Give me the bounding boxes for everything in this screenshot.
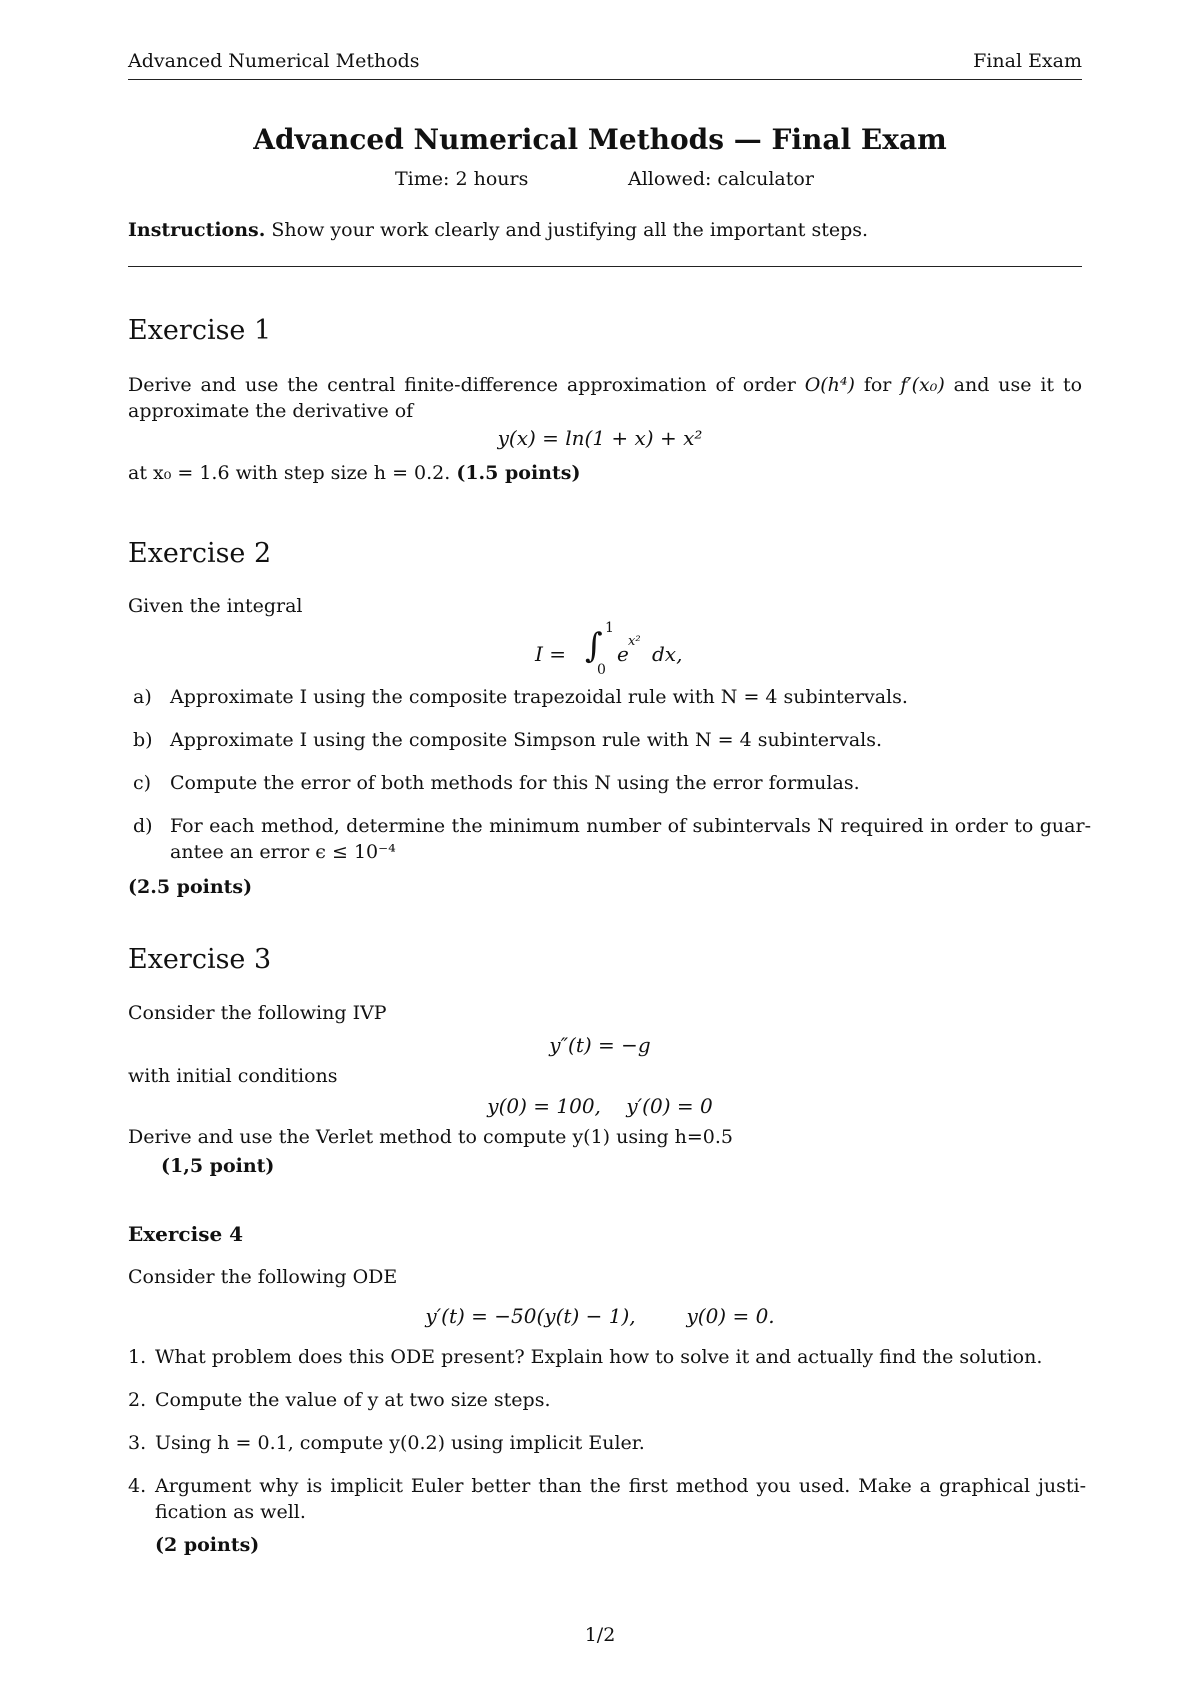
integral-lhs: I = [535,642,567,666]
running-header-left: Advanced Numerical Methods [128,50,420,72]
exercise-2-heading: Exercise 2 [128,538,272,569]
page-number: 1/2 [584,1624,616,1646]
integrand-exponent: x² [628,634,641,649]
exercise-4-heading: Exercise 4 [128,1222,244,1246]
section-rule [128,266,1082,267]
instructions-label: Instructions. [128,219,266,241]
integral-lower-limit: 0 [597,662,606,678]
exam-title: Advanced Numerical Methods — Final Exam [253,123,947,156]
list-item: 1. What problem does this ODE present? Explain how to solve it and actually find the solution. [128,1346,1043,1368]
exercise-3-conditions: y(0) = 100, y′(0) = 0 [487,1094,713,1118]
integral-upper-limit: 1 [605,620,614,636]
exercise-1-heading: Exercise 1 [128,315,272,346]
instructions-text: Show your work clearly and justifying all the important steps. [265,219,869,241]
integral-sign-icon: ∫ [585,626,603,666]
running-header-right: Final Exam [973,50,1082,72]
list-item: 2. Compute the value of y at two size steps. [128,1389,551,1411]
list-item: c) Compute the error of both methods for this N using the error formulas. [133,772,860,794]
exercise-1-points: (1.5 points) [456,462,581,484]
header-rule [128,79,1082,80]
exercise-4-points: (2 points) [155,1534,260,1556]
list-item: a) Approximate I using the composite trapezoidal rule with N = 4 subintervals. [133,686,908,708]
exercise-4-intro: Consider the following ODE [128,1266,398,1288]
order-term: O(h⁴) [804,374,855,396]
exercise-3-equation: y″(t) = −g [549,1033,651,1057]
exercise-1-equation: y(x) = ln(1 + x) + x² [497,426,703,450]
exercise-1-intro: Derive and use the central finite-difference approximation of order O(h⁴) for f′(x₀) and use it to [128,374,1083,396]
integrand: e [617,642,629,666]
derivative-term: f′(x₀) [900,374,945,396]
list-item: d) For each method, determine the minimum number of subintervals N required in order to guar- antee an error ϵ ≤ 10⁻⁴ [133,815,1091,863]
integral-dx: dx, [652,642,683,666]
list-item: b) Approximate I using the composite Simpson rule with N = 4 subintervals. [133,729,883,751]
exercise-3-conditions-intro: with initial conditions [128,1065,338,1087]
exercise-1-intro-line2: approximate the derivative of [128,400,414,422]
exercise-3-points: (1,5 point) [161,1155,275,1177]
list-item: 3. Using h = 0.1, compute y(0.2) using implicit Euler. [128,1432,645,1454]
exercise-2-intro: Given the integral [128,595,303,617]
integral-equation [535,618,705,678]
exercise-2-points: (2.5 points) [128,876,253,898]
exercise-3-task: Derive and use the Verlet method to compute y(1) using h=0.5 [128,1126,734,1148]
exercise-3-heading: Exercise 3 [128,944,272,975]
allowed-info: Allowed: calculator [628,168,814,190]
exercise-3-intro: Consider the following IVP [128,1002,387,1024]
time-info: Time: 2 hours [395,168,529,190]
instructions [128,217,868,244]
exercise-4-equation: y′(t) = −50(y(t) − 1), y(0) = 0. [425,1304,775,1328]
exercise-1-task: at x₀ = 1.6 with step size h = 0.2. (1.5 points) [128,462,581,484]
list-item: 4. Argument why is implicit Euler better than the first method you used. Make a graphical justi- fication as well. [128,1475,1086,1523]
